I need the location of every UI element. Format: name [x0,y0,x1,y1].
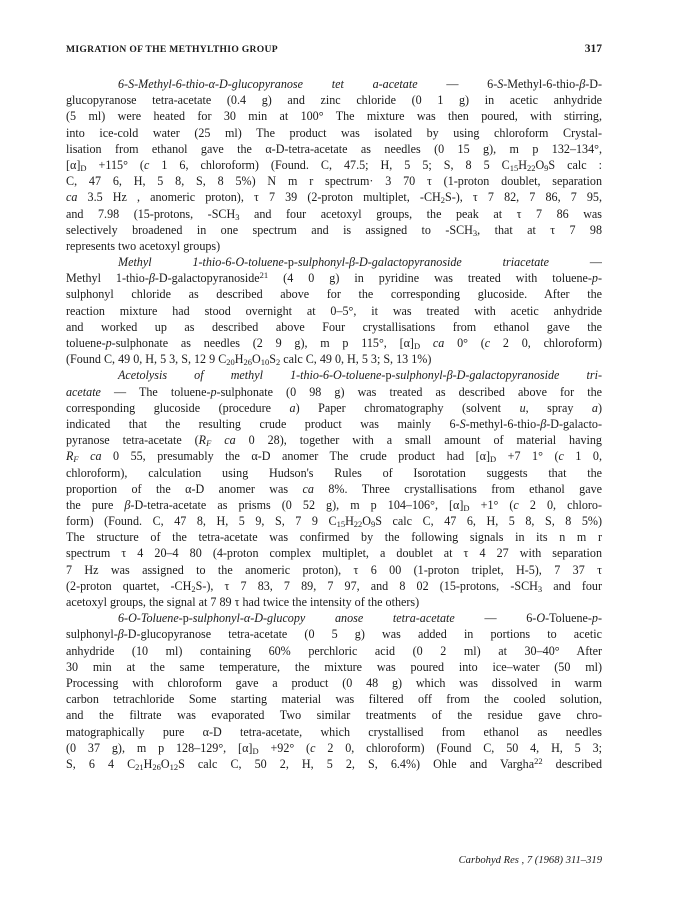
text-line: The structure of the tetra-acetate was confirmed by the following signals in its n m r [66,530,602,545]
text-line: Methyl 1-thio-β-D-galactopyranoside$^{21}$ (4 0 g) in pyridine was treated with toluene-p- [66,270,602,286]
text-line: Methyl 1-thio-6-O-toluene-p-sulphonyl-β-D-galactopyranoside triacetate — [118,255,602,270]
text-line: into ice-cold water (25 ml) The product was isolated by using chloroform Crystal- [66,125,602,140]
text-line: form) (Found. C, 47 8, H, 5 9, S, 7 9 $C_{15}H_{22}O_9S$ calc C, 47 6, H, 5 8, S, 8 5%) [66,514,602,530]
text-line: pyranose tetra-acetate ($R_F$ ca 0 28), together with a small amount of material having [66,433,602,449]
text-line: 30 min at the same temperature, the mixture was poured into ice–water (50 ml) [66,659,602,674]
paragraph [66,76,602,254]
text-line: acetate — The toluene-p-sulphonate (0 98 g) was treated as described above for the [66,384,602,399]
text-line: lisation from ethanol gave the α-D-tetra-acetate as needles (0 15 g), m p 132–134°, [66,141,602,156]
text-line: sulphonyl chloride as described above for the corresponding glucoside. After the [66,287,602,302]
text-line: acetoxyl groups, the signal at 7 89 τ had twice the intensity of the others) [66,595,420,609]
text-line: the pure β-D-tetra-acetate as prisms (0 52 g), m p 104–106°, $[\alpha]_D +1^\circ$ (c 2 0, chloro- [66,497,602,513]
text-line: and worked up as described above Four crystallisations from ethanol gave the [66,319,602,334]
text-line: ca 3.5 Hz , anomeric proton), τ 7 39 (2-proton multiplet, $-CH_2S-$), τ 7 82, 7 86, 7 95, [66,190,602,206]
text-line: 6-S-Methyl-6-thio-α-D-glucopyranose tet a-acetate — 6-S-Methyl-6-thio-β-D- [118,77,602,91]
running-title: MIGRATION OF THE METHYLTHIO GROUP [66,44,278,55]
text-line: S, 6 4 $C_{21}H_{26}O_{12}S$ calc C, 50 2, H, 5 2, S, 6.4%) Ohle and Vargha$^{22}$ described [66,755,602,772]
text-line: indicated that the resulting crude product was mainly 6-S-methyl-6-thio-β-D-galacto- [66,416,602,431]
text-line: (2-proton quartet, $-CH_2S-$), τ 7 83, 7 89, 7 97, and 8 02 (15-protons, $-SCH_3$ and four [66,578,602,594]
text-line: sulphonyl-β-D-glucopyranose tetra-acetate (0 5 g) was added in portions to acetic [66,627,602,642]
text-line: $R_F$ ca 0 55, presumably the α-D anomer The crude product had $[\alpha]_D +7$ 1° (c 1 0, [66,449,602,465]
text-line: selectively broadened in one spectrum and is assigned to $-SCH_3$, that at τ 7 98 [66,222,602,238]
text-line: and 7.98 (15-protons, $-SCH_3$ and four acetoxyl groups, the peak at τ 7 86 was [66,206,602,222]
text-line: C, 47 6, H, 5 8, S, 8 5%) N m r spectrum· 3 70 τ (1-proton doublet, separation [66,174,602,189]
text-line: and the filtrate was evaporated Two similar treatments of the residue gave chro- [66,708,602,723]
paragraph [66,610,602,772]
text-line: (0 37 g), m p 128–129°, $[\alpha]_D +92^\circ$ (c 2 0, chloroform) (Found C, 50 4, H, 5 3; [66,740,602,756]
text-line: $[\alpha]_D +115^\circ$ (c 1 6, chloroform) (Found. C, 47.5; H, 5 5; S, 8 5 $C_{15}H_{22}O_9S$ calc : [66,157,602,173]
text-line: anhydride (10 ml) containing 60% perchloric acid (0 2 ml) at 30–40° After [66,643,602,658]
journal-citation: Carbohyd Res , 7 (1968) 311–319 [458,855,602,866]
text-line: 7 Hz was assigned to the anomeric proton), τ 6 00 (1-proton triplet, H-5), 7 37 τ [66,562,602,577]
text-line: (5 ml) were heated for 30 min at 100° The mixture was then poured, with stirring, [66,109,602,124]
text-line: toluene-p-sulphonate as needles (2 9 g), m p 115°, $[\alpha]_D$ ca 0° (c 2 0, chloroform) [66,336,602,351]
text-line: Processing with chloroform gave a product (0 48 g) which was dissolved in warm [66,675,602,690]
text-line: 6-O-Toluene-p-sulphonyl-α-D-glucopy anose tetra-acetate — 6-O-Toluene-p- [118,611,602,626]
text-line: chloroform), calculation using Hudson's Rules of Isorotation suggests that the [66,465,602,480]
paragraph [66,367,602,610]
text-line: carbon tetrachloride Some starting material was filtered off from the cooled solution, [66,692,602,707]
text-line: Acetolysis of methyl 1-thio-6-O-toluene-p-sulphonyl-β-D-galactopyranoside tri- [118,368,602,383]
text-line: proportion of the α-D anomer was ca 8%. Three crystallisations from ethanol gave [66,481,602,496]
text-line: matographically pure α-D tetra-acetate, which crystallised from ethanol as needles [66,724,602,739]
text-line: corresponding glucoside (procedure a) Paper chromatography (solvent u, spray a) [66,400,602,415]
paragraph [66,254,602,367]
text-line: spectrum τ 4 20–4 80 (4-proton complex multiplet, a doublet at τ 4 27 with separation [66,546,602,561]
text-line: glucopyranose tetra-acetate (0.4 g) and zinc chloride (0 1 g) in acetic anhydride [66,93,602,108]
running-head [66,44,602,58]
text-line: represents two acetoxyl groups) [66,238,221,253]
text-line: (Found C, 49 0, H, 5 3, S, 12 9 $C_{20}H_{26}O_{10}S_2$ calc C, 49 0, H, 5 3; S, 13 1%) [66,352,432,368]
page-number: 317 [584,43,602,55]
text-line: reaction mixture had stood overnight at 0–5°, it was treated with acetic anhydride [66,303,602,318]
body-text [66,76,602,772]
